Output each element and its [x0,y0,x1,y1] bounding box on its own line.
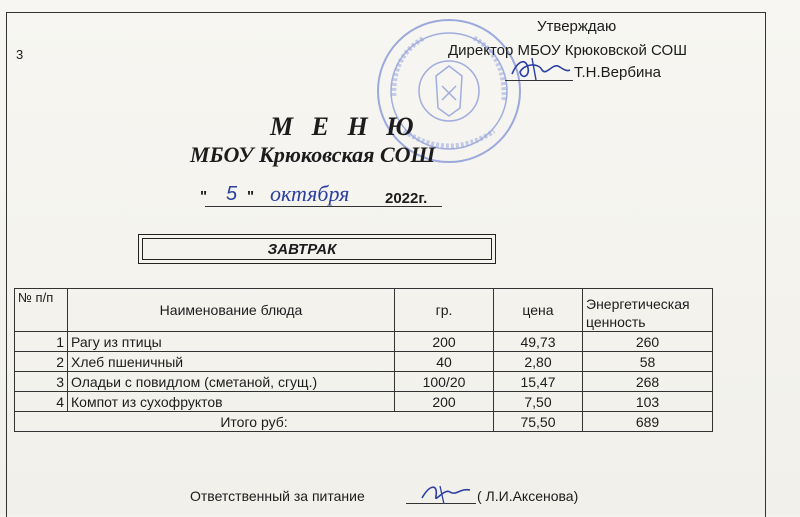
school-name: МБОУ Крюковская СОШ [190,142,436,167]
menu-title: М Е Н Ю [270,112,420,141]
table-row [15,352,713,372]
row-energy: 103 [583,392,713,412]
table-row [15,332,713,352]
row-price: 2,80 [494,352,583,372]
approve-label: Утверждаю [537,18,617,35]
meal-label: ЗАВТРАК [267,240,337,258]
row-gr: 200 [395,392,494,412]
row-price: 15,47 [494,372,583,392]
header-name: Наименование блюда [68,289,395,332]
row-num: 3 [15,372,68,392]
date-quote-open: " [200,188,208,205]
table-total-row [15,412,713,432]
responsible-signature [418,480,474,506]
row-energy: 268 [583,372,713,392]
date-quote-close: " [247,188,255,205]
row-name: Рагу из птицы [68,332,395,352]
row-energy: 58 [583,352,713,372]
row-price: 7,50 [494,392,583,412]
row-name: Хлеб пшеничный [68,352,395,372]
header-gr: гр. [395,289,494,332]
row-gr: 100/20 [395,372,494,392]
header-price: цена [494,289,583,332]
row-name: Оладьи с повидлом (сметаной, сгущ.) [68,372,395,392]
page-number: 3 [16,47,24,62]
total-label: Итого руб: [15,412,494,432]
row-price: 49,73 [494,332,583,352]
row-name: Компот из сухофруктов [68,392,395,412]
row-gr: 200 [395,332,494,352]
header-num: № п/п [15,289,68,332]
meal-box-inner [142,238,492,260]
date-day: 5 [226,183,238,205]
date-month: октября [270,181,350,206]
row-num: 4 [15,392,68,412]
director-title: Директор МБОУ Крюковской СОШ [448,42,687,59]
table-header-row [15,289,713,332]
table-row [15,372,713,392]
row-num: 1 [15,332,68,352]
meal-box [138,234,496,264]
header-energy: Энергетическая ценность [583,289,713,332]
menu-table [14,288,713,432]
director-signature [508,54,572,84]
date-year: 2022г. [385,190,428,207]
responsible-label: Ответственный за питание [190,488,365,504]
row-energy: 260 [583,332,713,352]
row-gr: 40 [395,352,494,372]
row-num: 2 [15,352,68,372]
total-price: 75,50 [494,412,583,432]
director-name: Т.Н.Вербина [574,64,661,81]
table-row [15,392,713,412]
responsible-name: ( Л.И.Аксенова) [477,488,579,504]
total-energy: 689 [583,412,713,432]
